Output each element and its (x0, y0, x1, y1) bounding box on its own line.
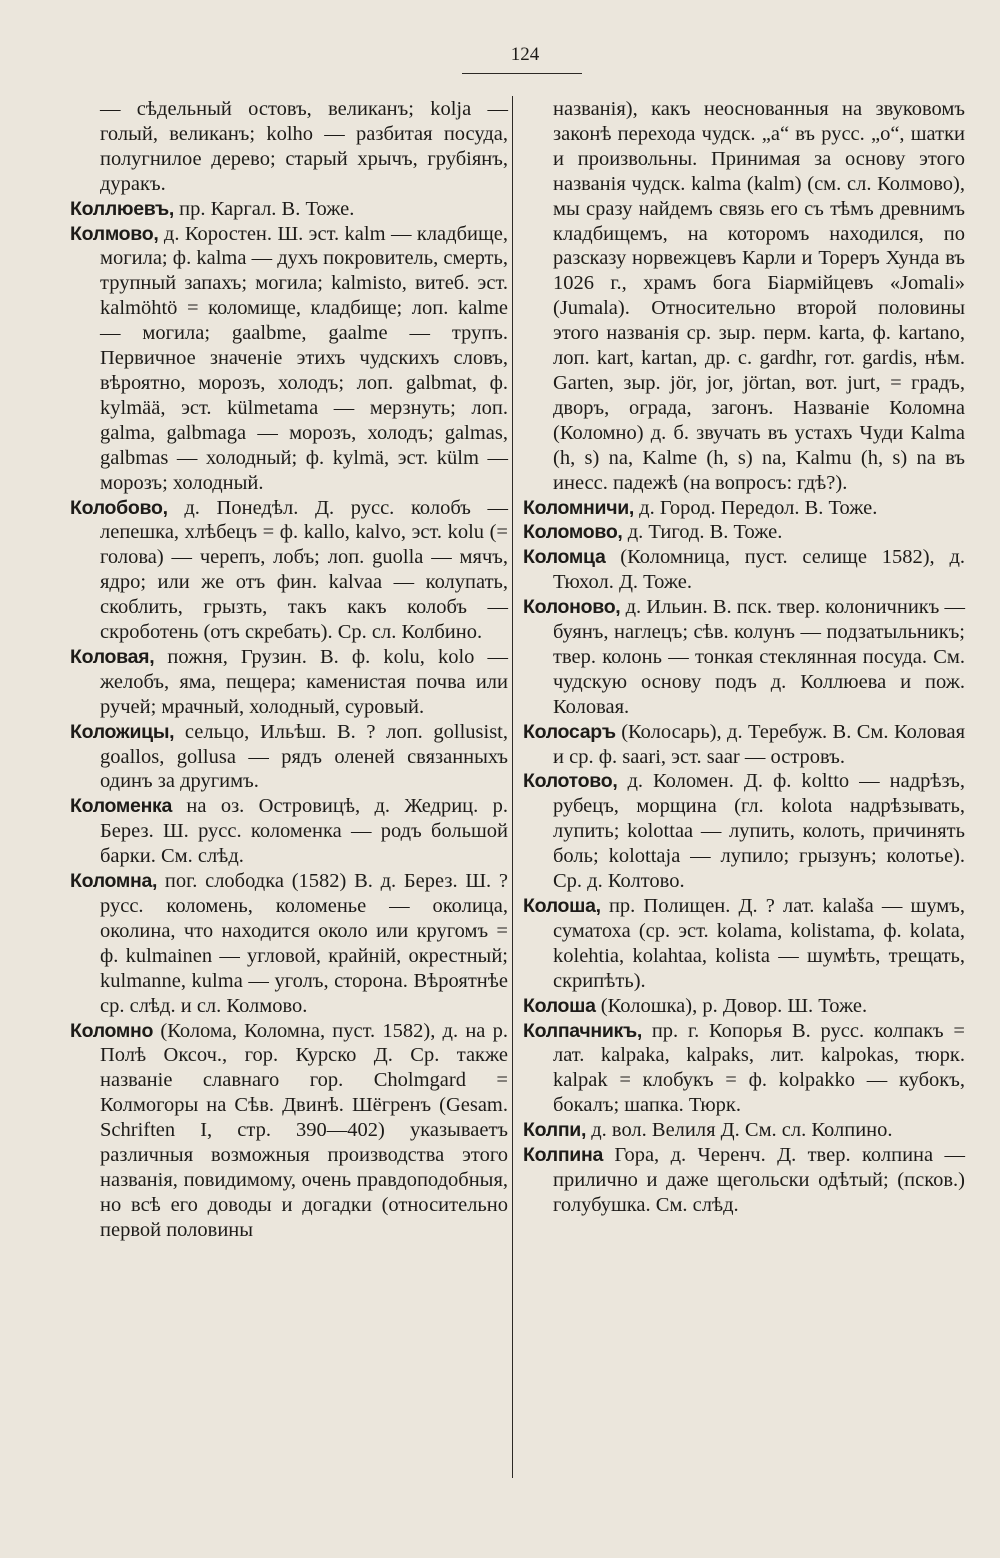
entry-text: (Коломница, пуст. селище 1582), д. Тюхол. Д. Тоже. (553, 546, 965, 594)
entry-text: пр. Полищен. Д. ? лат. kalaša — шумъ, суматоха (ср. эст. kolama, kolistama, ф. kolata, kolehtia, kolahtaa, kolista — шумѣть, трещать, скрипѣть). (553, 895, 965, 992)
entry-text: пог. слободка (1582) В. д. Берез. Ш. ? русс. коломень, коломенье — околица, околина, что находится около или кругомъ = ф. kulmainen — угловой, крайній, окрестный; kulmanne, kulma — уголъ, сторона. Вѣроятнѣе ср. слѣд. и сл. Колмово. (100, 870, 508, 1017)
dictionary-entry (70, 869, 508, 1018)
dictionary-entry (523, 496, 965, 521)
dictionary-entry (523, 1118, 965, 1143)
entry-text: пожня, Грузин. В. ф. kolu, kolo — желобъ, яма, пещера; каменистая почва или ручей; мрачный, холодный, суровый. (100, 645, 508, 718)
column-divider (512, 96, 513, 1478)
entry-headword: Коломничи, (523, 496, 635, 519)
entry-headword: Колмово, (70, 222, 159, 245)
page-number: 124 (510, 44, 540, 65)
entry-headword: Коложицы, (70, 720, 175, 743)
entry-headword: Колоша (523, 994, 596, 1017)
entry-headword: Колотово, (523, 770, 618, 793)
entry-text: Гора, д. Черенч. Д. твер. колпина — прилично и даже щегольски одѣтый; (псков.) голубушка. См. слѣд. (553, 1144, 965, 1216)
entry-text: д. Город. Передол. В. Тоже. (634, 496, 878, 519)
entry-headword: Коломна, (70, 870, 158, 893)
right-column (523, 97, 965, 1218)
dictionary-entry (523, 1019, 965, 1119)
dictionary-entry (70, 197, 508, 222)
entry-headword: Колобово, (70, 496, 168, 519)
dictionary-entry (523, 520, 965, 545)
entry-headword: Коллюевъ, (70, 197, 175, 220)
dictionary-entry (523, 595, 965, 720)
entry-text: названія), какъ неоснованныя на звуковомъ законѣ перехода чудск. „а“ въ русс. „о“, шатки и произвольны. Принимая за основу этого названія чудск. kalma (kalm) (см. сл. Колмово), мы сразу найдемъ связь его съ тѣмъ древнимъ кладбищемъ, на которомъ находился, по разсказу норвежцевъ Карли и Тореръ Хунда въ 1026 г., храмъ бога Біармійцевъ «Jomali» (Jumala). Относительно второй половины этого названія ср. зыр. перм. karta, ф. kartano, лоп. kart, kartan, др. с. gardhr, гот. gardis, нѣм. Garten, зыр. jör, jor, jörtan, вот. jurt, = градъ, дворъ, ограда, загонъ. Названіе Коломна (Коломно) д. б. звучать въ устахъ Чуди Kalma (h, s) na, Kalme (h, s) na, Kalmu (h, s) na въ инесс. падежѣ (на вопросъ: гдѣ?). (553, 98, 965, 494)
entry-text: д. Тигод. В. Тоже. (622, 521, 783, 544)
dictionary-entry (70, 794, 508, 869)
dictionary-entry (523, 545, 965, 595)
entry-text: д. Коростен. Ш. эст. kalm — кладбище, могила; ф. kalma — духъ покровитель, смерть, трупный запахъ; могила; kalmisto, витеб. эст. kalmöhtö = коломище, кладбище; лоп. kalme — могила; gaalbme, gaalme — трупъ. Первичное значеніе этихъ чудскихъ словъ, вѣроятно, морозъ, холодъ; лоп. galbmat, ф. kylmää, эст. külmetama — мерзнуть; лоп. galma, galbmaga — морозъ, холодъ; galmas, galbmas — холодный; ф. kylmä, эст. külm — морозъ; холодный. (100, 222, 508, 494)
entry-text: на оз. Островицѣ, д. Жедриц. р. Берез. Ш. русс. коломенка — родъ большой барки. См. слѣд. (100, 795, 508, 868)
entry-headword: Колпи, (523, 1119, 587, 1142)
entry-headword: Коломенка (70, 795, 173, 818)
entry-text: (Колосарь), д. Теребуж. В. См. Коловая и ср. ф. saari, эст. saar — островъ. (553, 720, 965, 768)
dictionary-entry (70, 645, 508, 720)
dictionary-entry (523, 769, 965, 894)
entry-headword: Коловая, (70, 645, 155, 668)
entry-text: пр. Каргал. В. Тоже. (174, 197, 355, 220)
dictionary-entry (523, 894, 965, 994)
entry-text: пр. г. Копорья В. русс. колпакъ = лат. kalpaka, kalpaks, лит. kalpokas, тюрк. kalpak = клобукъ = ф. kolpakko — кубокъ, бокалъ; шапка. Тюрк. (553, 1019, 965, 1117)
entry-text: д. Понедѣл. Д. русс. колобъ — лепешка, хлѣбецъ = ф. kallo, kalvo, эст. kolu (= голова) — черепъ, лобъ; лоп. guolla — мячъ, ядро; или же отъ фин. kalvaa — колупать, скоблить, грызть, такъ какъ колобъ — скроботень (отъ скребать). Ср. сл. Колбино. (100, 496, 508, 644)
entry-headword: Колосаръ (523, 720, 616, 743)
entry-text: — сѣдельный остовъ, великанъ; kolja — голый, великанъ; kolho — разбитая посуда, полугнилое дерево; старый хрычъ, грубіянъ, дуракъ. (100, 98, 508, 195)
entry-text: сельцо, Ильѣш. В. ? лоп. gollusist, goallos, gollusa — рядъ оленей связанныхъ одинъ за другимъ. (100, 720, 508, 793)
dictionary-entry (523, 994, 965, 1019)
entry-headword: Коломово, (523, 521, 623, 544)
entry-headword: Коломно (70, 1019, 154, 1042)
dictionary-entry (70, 97, 508, 197)
left-column (70, 97, 508, 1243)
entry-headword: Колоново, (523, 596, 621, 619)
dictionary-entry (70, 222, 508, 496)
header-rule (462, 73, 582, 74)
entry-text: д. вол. Велиля Д. См. сл. Колпино. (586, 1119, 893, 1142)
dictionary-entry (70, 1019, 508, 1243)
entry-headword: Колоша, (523, 895, 601, 917)
entry-headword: Коломца (523, 546, 606, 569)
dictionary-entry (70, 720, 508, 795)
entry-text: (Колошка), р. Довор. Ш. Тоже. (595, 994, 868, 1017)
dictionary-entry (70, 496, 508, 645)
entry-text: д. Ильин. В. пск. твер. колоничникъ — буянъ, наглецъ; сѣв. колунъ — подзатыльникъ; твер. колонь — тонкая стеклянная посуда. См. чудскую основу подъ д. Коллюева и пож. Коловая. (553, 596, 965, 718)
dictionary-entry (523, 720, 965, 770)
entry-headword: Колпина (523, 1144, 604, 1167)
entry-headword: Колпачникъ, (523, 1019, 643, 1042)
entry-text: (Колома, Коломна, пуст. 1582), д. на р. Полѣ Оксоч., гор. Курско Д. Ср. также названіе славнаго гор. Cholmgard = Колмогоры на Сѣв. Двинѣ. Шёгренъ (Gesam. Schriften I, стр. 390—402) указываетъ различныя возможныя производства этого названія, повидимому, очень правдоподобныя, но всѣ его доводы и догадки (относительно первой половины (100, 1019, 508, 1241)
entry-text: д. Коломен. Д. ф. koltto — надрѣзъ, рубецъ, морщина (гл. kolota надрѣзывать, лупить; kolottaa — лупить, колоть, причинять боль; kolottaja — лупило; грызунъ; колотье). Ср. д. Колтово. (553, 770, 965, 893)
dictionary-entry (523, 1143, 965, 1218)
dictionary-entry (523, 97, 965, 496)
